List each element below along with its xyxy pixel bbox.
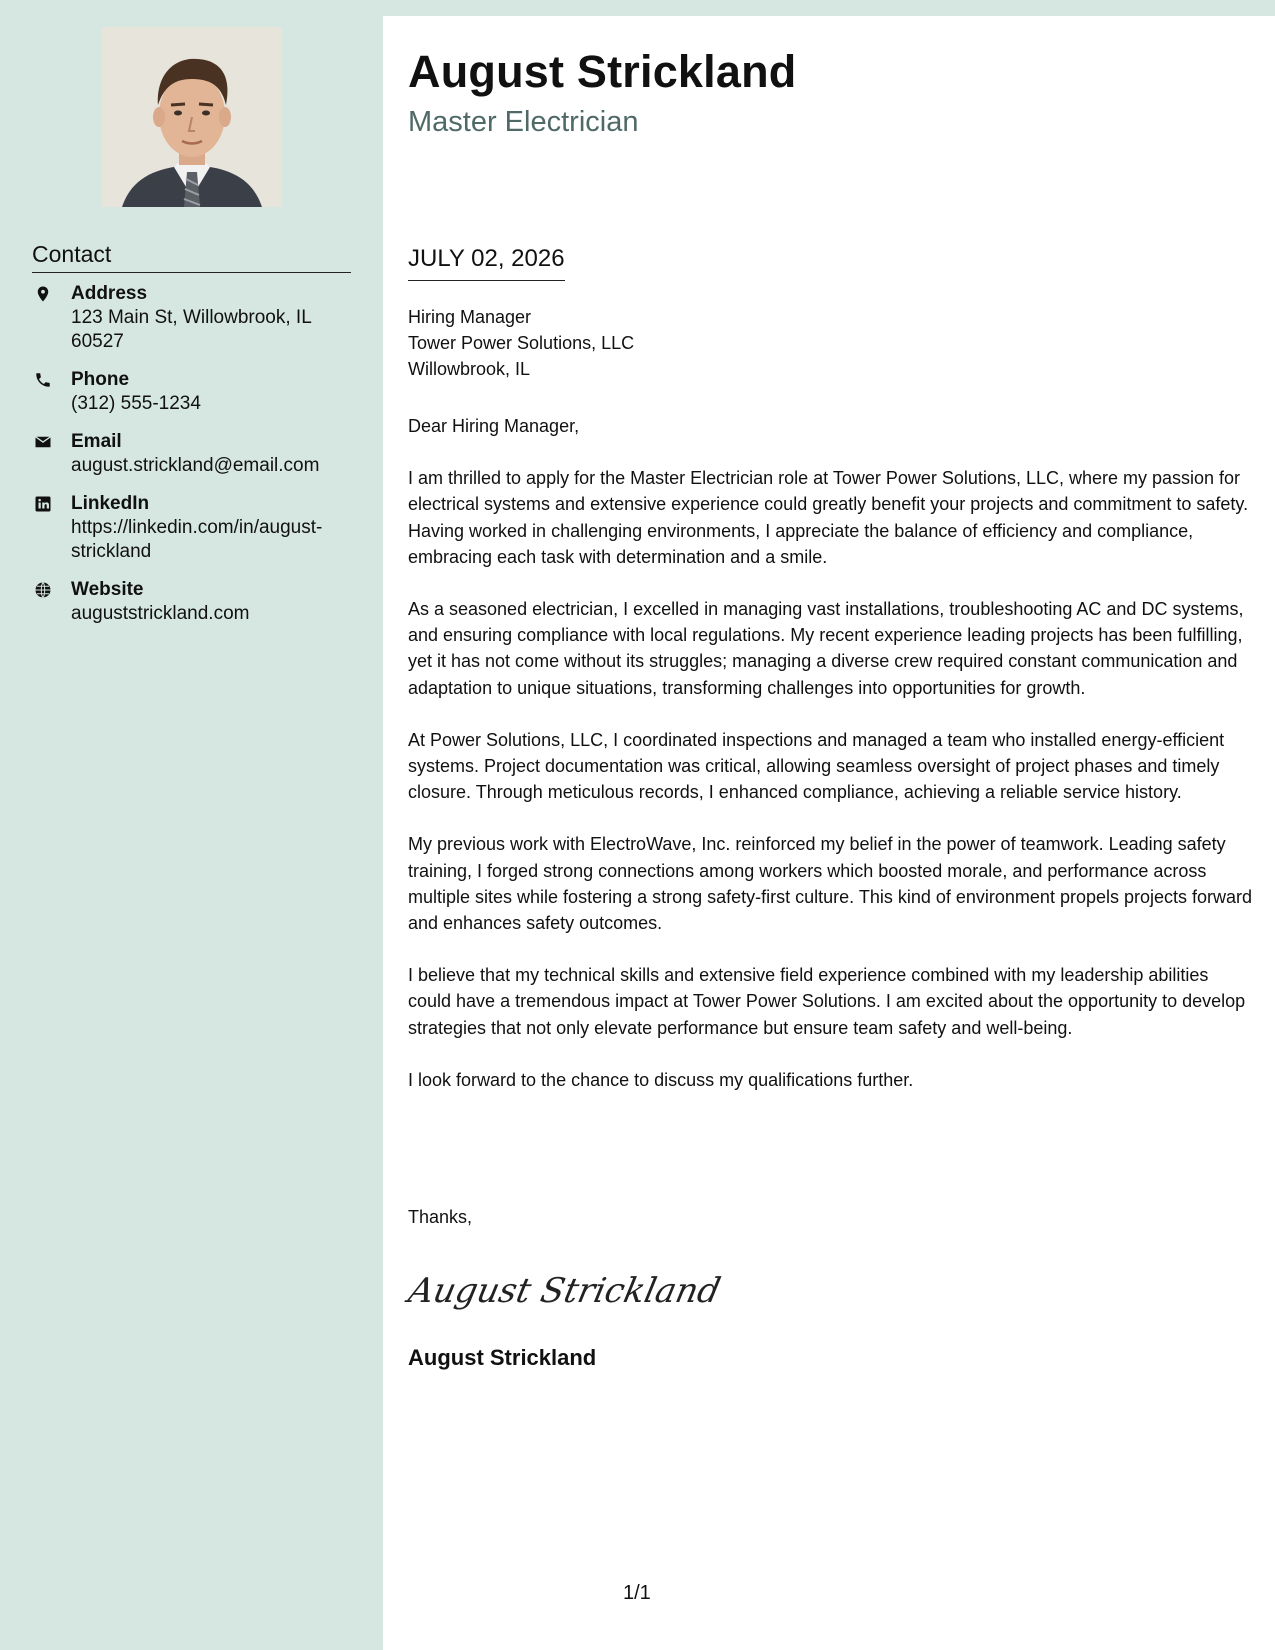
signature-image (405, 1264, 724, 1316)
phone-icon (34, 371, 52, 389)
salutation: Dear Hiring Manager, (408, 416, 580, 436)
address-label: Address (71, 283, 148, 304)
map-pin-icon (34, 285, 52, 303)
letter-paragraph: My previous work with ElectroWave, Inc. reinforced my belief in the power of teamwork. Leading safety training, I forged strong connections among workers which boosted morale, and performance across multiple sites while fostering a strong safety-first culture. This kind of environment propels projects forward and enhances safety outcomes. (408, 834, 1253, 934)
recipient-line: Tower Power Solutions, LLC (408, 333, 635, 353)
letter-paragraph: At Power Solutions, LLC, I coordinated inspections and managed a team who installed energy-efficient systems. Project documentation was critical, allowing seamless oversight of project phases and timely closure. Through meticulous records, I enhanced compliance, achieving a reliable service history. (408, 729, 1225, 803)
phone-label: Phone (71, 369, 130, 390)
contact-list (32, 282, 351, 640)
letter-paragraph: I am thrilled to apply for the Master Electrician role at Tower Power Solutions, LLC, where my passion for electrical systems and extensive experience could greatly benefit your projects and commitment to safety. Having worked in challenging environments, I appreciate the balance of efficiency and compliance, embracing each task with determination and a smile. (408, 468, 1249, 567)
letter-paragraph: I believe that my technical skills and extensive field experience combined with my leadership abilities could have a tremendous impact at Tower Power Solutions. I am excited about the opportunity to develop strategies that not only elevate performance but ensure team safety and well-being. (408, 965, 1246, 1038)
phone-value[interactable]: (312) 555-1234 (71, 393, 201, 414)
email-value[interactable]: august.strickland@email.com (71, 455, 320, 476)
contact-phone (32, 368, 351, 416)
envelope-icon (34, 433, 52, 451)
letter-date: JULY 02, 2026 (408, 244, 565, 281)
linkedin-icon (34, 495, 52, 513)
letter-paragraph: As a seasoned electrician, I excelled in managing vast installations, troubleshooting AC and DC systems, and ensuring compliance with local regulations. My recent experience leading projects has been fulfilling, yet it has not come without its struggles; managing a diverse crew required constant communication and adaptation to unique situations, transforming challenges into opportunities for growth. (408, 599, 1244, 698)
svg-text:August Strickland: August Strickland (405, 1271, 724, 1311)
letter-body (408, 413, 1253, 1119)
page-number: 1/1 (623, 1582, 651, 1604)
linkedin-label: LinkedIn (71, 493, 150, 514)
website-value[interactable]: auguststrickland.com (71, 603, 250, 624)
sidebar (0, 0, 383, 1650)
portrait-image (102, 27, 282, 207)
applicant-title: Master Electrician (408, 106, 639, 138)
applicant-name: August Strickland (408, 46, 797, 97)
email-label: Email (71, 431, 122, 452)
letter-paragraph: I look forward to the chance to discuss my qualifications further. (408, 1069, 914, 1090)
profile-photo (102, 27, 282, 207)
handwritten-signature (405, 1264, 724, 1316)
globe-icon (34, 581, 52, 599)
recipient-block (408, 304, 634, 382)
contact-linkedin (32, 492, 351, 564)
recipient-line: Hiring Manager (408, 307, 532, 327)
signed-name: August Strickland (408, 1345, 597, 1370)
website-label: Website (71, 579, 144, 600)
linkedin-value[interactable]: https://linkedin.com/in/august-strickland (71, 517, 323, 562)
closing: Thanks, (408, 1207, 473, 1227)
contact-address (32, 282, 351, 354)
letter-main (383, 16, 1275, 1650)
address-value: 123 Main St, Willowbrook, IL 60527 (71, 307, 312, 352)
contact-email (32, 430, 351, 478)
recipient-line: Willowbrook, IL (408, 359, 531, 379)
contact-website (32, 578, 351, 626)
contact-heading: Contact (32, 240, 351, 273)
